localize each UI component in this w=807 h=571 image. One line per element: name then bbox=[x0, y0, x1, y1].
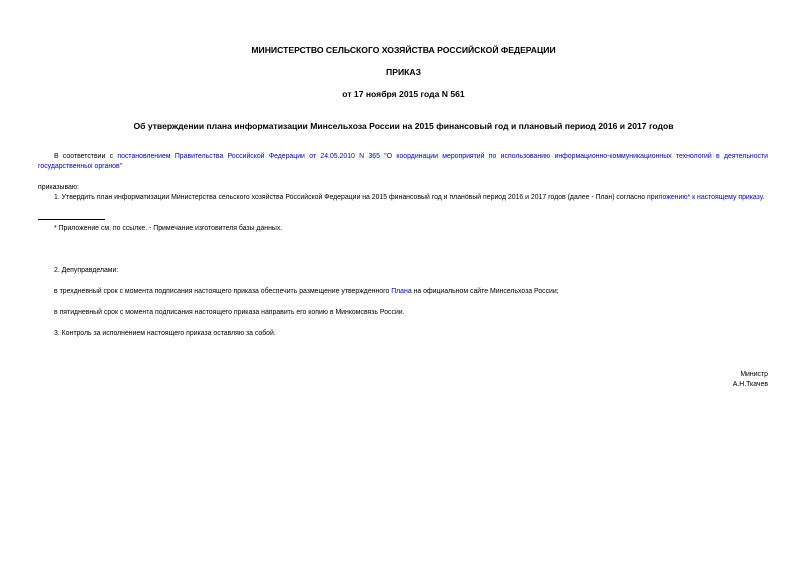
item-1-suffix: . bbox=[762, 194, 765, 201]
basis-prefix: В соответствии с bbox=[54, 153, 118, 160]
signatory-position: Министр bbox=[740, 371, 768, 378]
order-word: приказываю: bbox=[38, 184, 79, 191]
item-2-step-2: в пятидневный срок с момента подписания настоящего приказа направить его копию в Минкомсвязь России. bbox=[54, 309, 405, 316]
footnote-divider bbox=[38, 219, 105, 220]
item-3-paragraph: 3. Контроль за исполнением настоящего приказа оставляю за собой. bbox=[54, 330, 276, 337]
signatory-name: А.Н.Ткачев bbox=[732, 381, 768, 388]
date-number-heading: от 17 ноября 2015 года N 561 bbox=[342, 89, 465, 99]
footnote: * Приложение см. по ссылке. - Примечание изготовителя базы данных. bbox=[54, 225, 283, 232]
basis-paragraph bbox=[38, 152, 768, 172]
step-1-prefix: в трехдневный срок с момента подписания настоящего приказа обеспечить размещение утвержденного bbox=[54, 288, 392, 295]
document-title: Об утверждении плана информатизации Минсельхоза России на 2015 финансовый год и плановый период 2016 и 2017 годов bbox=[133, 121, 674, 131]
item-1-text: 1. Утвердить план информатизации Министерства сельского хозяйства Российской Федерации на 2015 финансовый год и плановый период 2016 и 2017 годов (далее - План) согласно bbox=[54, 194, 647, 201]
plan-link[interactable]: Плана bbox=[391, 288, 412, 295]
item-2-paragraph: 2. Депуправделами: bbox=[54, 267, 119, 274]
resolution-link[interactable]: постановлением Правительства Российской Федерации от 24.05.2010 N 365 "О координации мероприятий по использованию информационно-коммуникационных технологий в деятельности государственных органов" bbox=[38, 153, 768, 170]
item-2-step-1 bbox=[38, 287, 768, 297]
appendix-link[interactable]: приложению* к настоящему приказу bbox=[646, 194, 763, 201]
ministry-heading: МИНИСТЕРСТВО СЕЛЬСКОГО ХОЗЯЙСТВА РОССИЙСКОЙ ФЕДЕРАЦИИ bbox=[251, 45, 556, 55]
step-1-suffix: на официальном сайте Минсельхоза России; bbox=[411, 288, 559, 295]
document-type-heading: ПРИКАЗ bbox=[386, 67, 421, 77]
item-1-paragraph bbox=[38, 193, 768, 203]
